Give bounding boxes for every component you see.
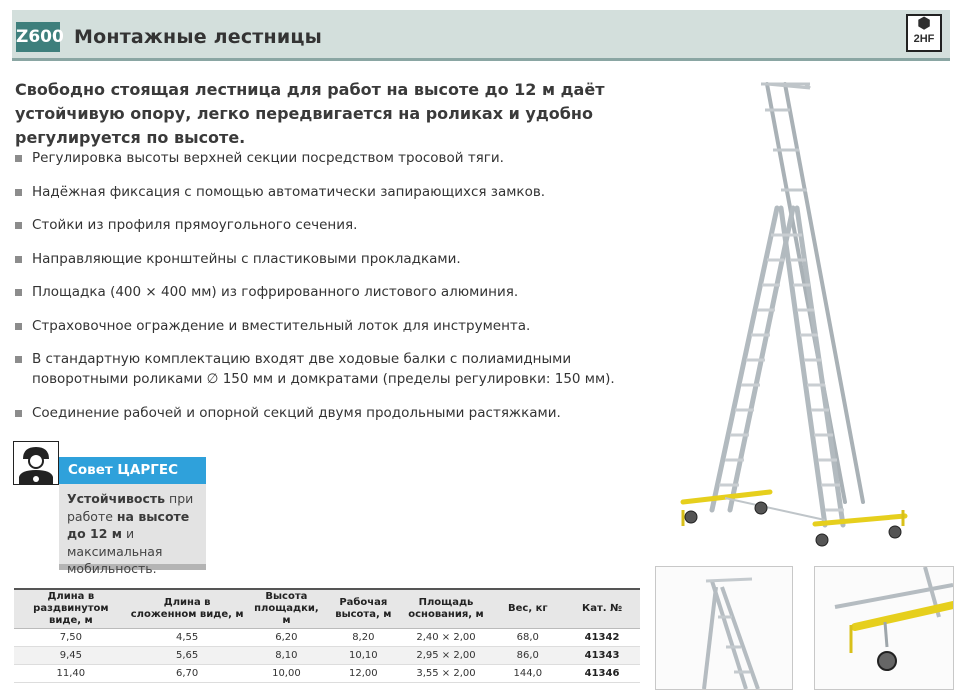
section-title: Монтажные лестницы [74,26,323,48]
table-cell: 8,20 [326,629,400,647]
column-header: Высота площадки, м [247,589,327,629]
bullet-icon [15,289,22,296]
table-row [14,665,640,683]
feature-text: Надёжная фиксация с помощью автоматически запирающихся замков. [32,183,546,200]
table-cell: 6,70 [128,665,247,683]
tip-text-bold: на высоте до 12 м [67,508,190,541]
table-cell: 5,65 [128,647,247,665]
table-cell: 9,45 [14,647,128,665]
table-cell: 68,0 [492,629,565,647]
feature-text: Стойки из профиля прямоугольного сечения. [32,217,358,233]
tip-text-bold: Устойчивость [67,491,166,506]
feature-item [15,282,655,302]
table-cell: 2,95 × 2,00 [400,647,491,665]
brand-logo [906,14,942,52]
table-cell: 10,10 [326,647,400,665]
tip-text [59,484,206,576]
feature-list [15,148,655,436]
table-row [14,647,640,665]
column-header: Длина в сложенном виде, м [128,589,247,629]
feature-item [15,148,655,168]
table-cell: 6,20 [247,629,327,647]
table-cell: 86,0 [492,647,565,665]
intro-paragraph: Свободно стоящая лестница для работ на высоте до 12 м даёт устойчивую опору, легко передвигается на роликах и удобно регулируется по высоте. [15,80,605,147]
shield-icon: ⬢ [917,15,931,32]
ladder-wheel-detail-image [814,566,954,690]
feature-text: В стандартную комплектацию входят две ходовые балки с полиамидными поворотными роликами ∅ 150 мм и домкратами (пределы регулировки: 150 мм). [32,351,615,387]
tip-text-regular: при работе [67,491,194,524]
column-header: Площадь основания, м [400,589,491,629]
column-header: Рабочая высота, м [326,589,400,629]
section-header [12,10,950,61]
feature-item [15,249,655,269]
column-header: Длина в раздвинутом виде, м [14,589,128,629]
ladder-product-image [655,70,955,556]
table-cell: 12,00 [326,665,400,683]
bullet-icon [15,222,22,229]
feature-text: Соединение рабочей и опорной секций двумя продольными растяжками. [32,404,561,421]
table-header-row [14,589,640,629]
feature-text: Направляющие кронштейны с пластиковыми прокладками. [32,250,461,267]
tip-text-regular: и максимальная мобильность. [67,526,163,576]
table-cell: 10,00 [247,665,327,683]
column-header: Кат. № [564,589,640,629]
table-row [14,629,640,647]
feature-text: Регулировка высоты верхней секции посредством тросовой тяги. [32,150,504,166]
logo-text: 2HF [913,33,935,45]
expert-avatar-icon [13,441,59,485]
feature-item [15,182,655,202]
table-cell: 3,55 × 2,00 [400,665,491,683]
catalog-number-cell: 41346 [564,665,640,683]
ladder-top-detail-image [655,566,793,690]
table-cell: 2,40 × 2,00 [400,629,491,647]
feature-item [15,349,655,389]
catalog-number-cell: 41343 [564,647,640,665]
feature-item [15,403,655,423]
table-cell: 144,0 [492,665,565,683]
feature-text: Площадка (400 × 400 мм) из гофрированного листового алюминия. [32,284,519,300]
column-header: Вес, кг [492,589,565,629]
bullet-icon [15,410,22,417]
bullet-icon [15,189,22,196]
table-cell: 7,50 [14,629,128,647]
bullet-icon [15,256,22,263]
table-cell: 4,55 [128,629,247,647]
bullet-icon [15,155,22,162]
feature-text: Страховочное ограждение и вместительный лоток для инструмента. [32,317,531,334]
bullet-icon [15,356,22,363]
tip-title: Совет ЦАРГЕС [59,457,206,484]
catalog-number-cell: 41342 [564,629,640,647]
specifications-table [14,588,640,683]
feature-item [15,215,655,235]
feature-item [15,316,655,336]
product-code-badge: Z600 [16,22,60,52]
table-cell: 11,40 [14,665,128,683]
bullet-icon [15,323,22,330]
table-cell: 8,10 [247,647,327,665]
